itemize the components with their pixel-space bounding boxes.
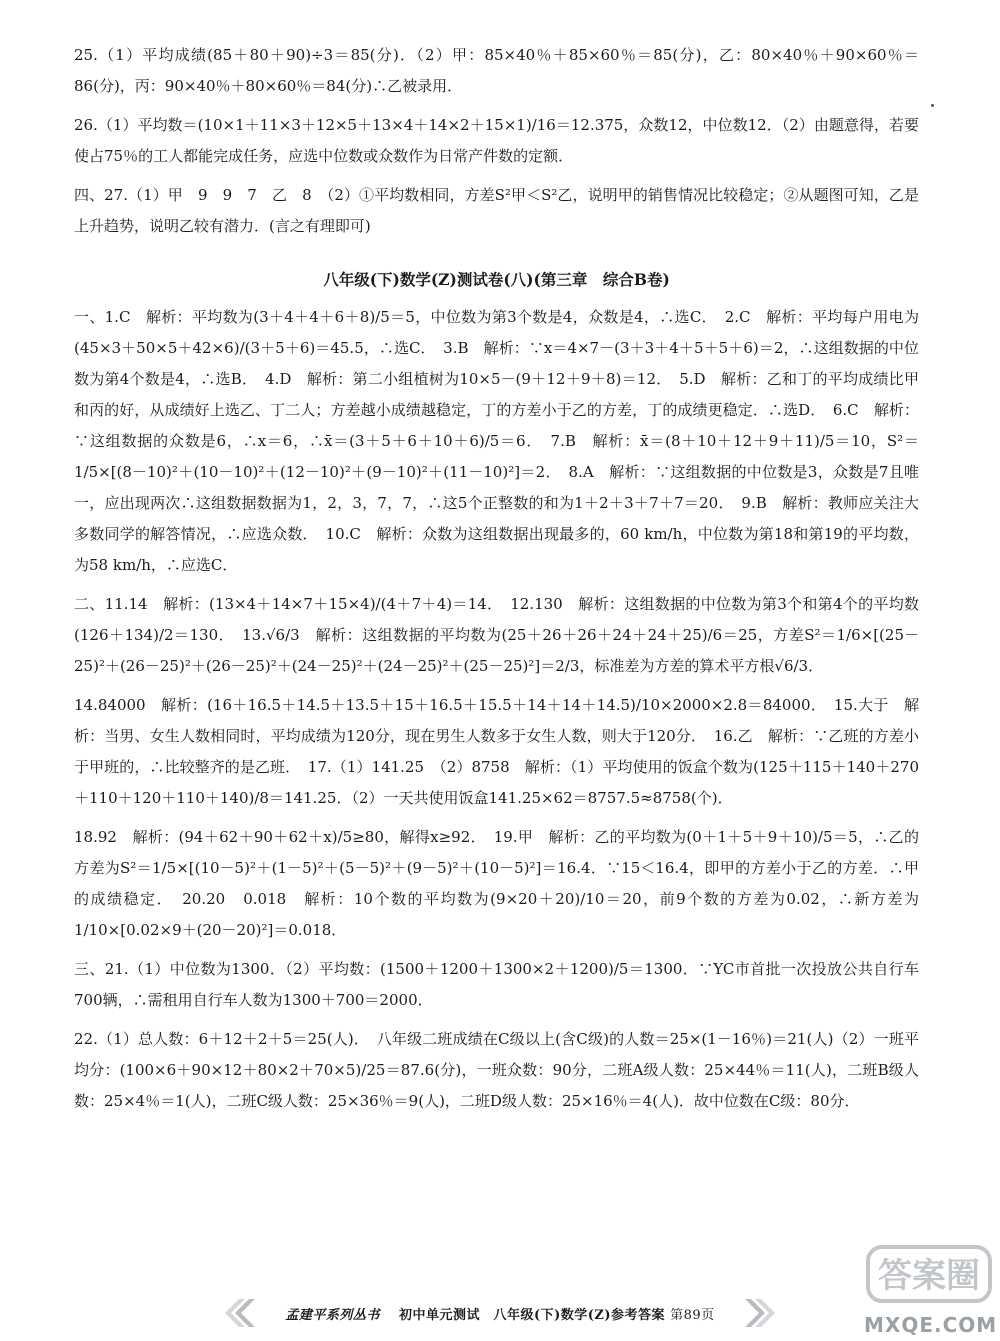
stray-dot xyxy=(931,104,934,107)
page-footer xyxy=(160,1296,840,1330)
footer-series: 孟建平系列丛书 xyxy=(285,1307,380,1323)
answers-multiple-choice: 一、1.C 解析：平均数为(3＋4＋4＋6＋8)/5＝5，中位数为第3个数是4，众数是4，∴选C． 2.C 解析：平均每户用电为(45×3＋50×5＋42×6)/(3＋5＋6)＝45.5，∴选C． 3.B 解析：∵x＝4×7－(3＋3＋4＋5＋5＋6)＝2，∴这组数据的中位数为第4个数是4，∴选B． 4.D 解析：第二小组植树为10×5－(9＋12＋9＋8)＝12． 5.D 解析：乙和丁的平均成绩比甲和丙的好，从成绩好上选乙、丁二人；方差越小成绩越稳定，丁的方差小于乙的方差，丁的成绩更稳定．∴选D． 6.C 解析：∵这组数据的众数是6，∴x＝6，∴x̄＝(3＋5＋6＋10＋6)/5＝6． 7.B 解析：x̄＝(8＋10＋12＋9＋11)/5＝10，S²＝1/5×[(8－10)²＋(10－10)²＋(12－10)²＋(9－10)²＋(11－10)²]＝2． 8.A 解析：∵这组数据的中位数是3，众数是7且唯一，应出现两次∴这组数据数据为1，2，3，7，7，∴这5个正整数的和为1＋2＋3＋7＋7＝20． 9.B 解析：教师应关注大多数同学的解答情况，∴应选众数． 10.C 解析：众数为这组数据出现最多的，60 km/h，中位数为第18和第19的平均数，为58 km/h，∴应选C． xyxy=(74,308,919,574)
watermark-url: MXQE.COM xyxy=(864,1313,998,1337)
watermark-logo-text: 答案圈 xyxy=(878,1256,980,1296)
answer-25: 25.（1）平均成绩(85＋80＋90)÷3＝85(分)．（2）甲：85×40％＋85×60％＝85(分)，乙：80×40％＋90×60％＝86(分)，丙：90×40％＋80×60％＝84(分)∴乙被录用． xyxy=(74,46,919,95)
answers-fill-in-18-20: 18.92 解析：(94＋62＋90＋62＋x)/5≥80，解得x≥92． 19.甲 解析：乙的平均数为(0＋1＋5＋9＋10)/5＝5，∴乙的方差为S²＝1/5×[(10－5)²＋(1－5)²＋(5－5)²＋(9－5)²＋(10－5)²]＝16.4．∵15＜16.4，即甲的方差小于乙的方差．∴甲的成绩稳定． 20.20 0.018 解析：10个数的平均数为(9×20＋20)/10＝20，前9个数的方差为0.02，∴新方差为1/10×[0.02×9＋(20－20)²]＝0.018． xyxy=(74,828,919,939)
chevron-right-icon xyxy=(737,1297,777,1329)
footer-text xyxy=(285,1304,714,1323)
answers-fill-in-11-13: 二、11.14 解析：(13×4＋14×7＋15×4)/(4＋7＋4)＝14． 12.130 解析：这组数据的中位数为第3个和第4个的平均数(126＋134)/2＝130． 13.√6/3 解析：这组数据的平均数为(25＋26＋26＋24＋24＋25)/6＝25，方差S²＝1/6×[(25－25)²＋(26－25)²＋(26－25)²＋(24－25)²＋(24－25)²＋(25－25)²]＝2/3，标准差为方差的算术平方根√6/3． xyxy=(74,595,919,675)
answer-22: 22.（1）总人数：6＋12＋2＋5＝25(人)． 八年级二班成绩在C级以上(含C级)的人数＝25×(1－16％)＝21(人)（2）一班平均分：(100×6＋90×12＋80×2＋70×5)/25＝87.6(分)，一班众数：90分，二班A级人数：25×44％＝11(人)，二班B级人数：25×4％＝1(人)，二班C级人数：25×36％＝9(人)，二班D级人数：25×16％＝4(人)．故中位数在C级：80分． xyxy=(74,1030,919,1110)
footer-book: 初中单元测试 八年级(下)数学(Z)参考答案 xyxy=(398,1307,666,1323)
answers-fill-in-14-17: 14.84000 解析：(16＋16.5＋14.5＋13.5＋15＋16.5＋15.5＋14＋14＋14.5)/10×2000×2.8＝84000． 15.大于 解析：当男、女生人数相同时，平均成绩为120分，现在男生人数多于女生人数，则大于120分． 16.乙 解析：∵乙班的方差小于甲班的，∴比较整齐的是乙班． 17.（1）141.25 （2）8758 解析：（1）平均使用的饭盒个数为(125＋115＋140＋270＋110＋120＋110＋140)/8＝141.25．（2）一天共使用饭盒141.25×62＝8757.5≈8758(个)． xyxy=(74,696,919,807)
chevron-left-icon xyxy=(223,1297,263,1329)
answer-26: 26.（1）平均数＝(10×1＋11×3＋12×5＋13×4＋14×2＋15×1)/16＝12.375，众数12，中位数12．（2）由题意得，若要使占75％的工人都能完成任务，应选中位数或众数作为日常产件数的定额． xyxy=(74,116,919,165)
page-content xyxy=(74,40,919,1125)
answer-27: 四、27.（1）甲 9 9 7 乙 8 （2）①平均数相同，方差S²甲＜S²乙，说明甲的销售情况比较稳定；②从题图可知，乙是上升趋势，说明乙较有潜力．(言之有理即可) xyxy=(74,186,919,235)
footer-page-number: 第89页 xyxy=(670,1307,715,1323)
watermark xyxy=(864,1241,998,1337)
watermark-logo-icon xyxy=(864,1241,994,1307)
section-title: 八年级(下)数学(Z)测试卷(八)(第三章 综合B卷) xyxy=(323,270,670,289)
answer-21: 三、21.（1）中位数为1300．（2）平均数：(1500＋1200＋1300×2＋1200)/5＝1300．∵YC市首批一次投放公共自行车700辆，∴需租用自行车人数为1300＋700＝2000． xyxy=(74,960,919,1009)
